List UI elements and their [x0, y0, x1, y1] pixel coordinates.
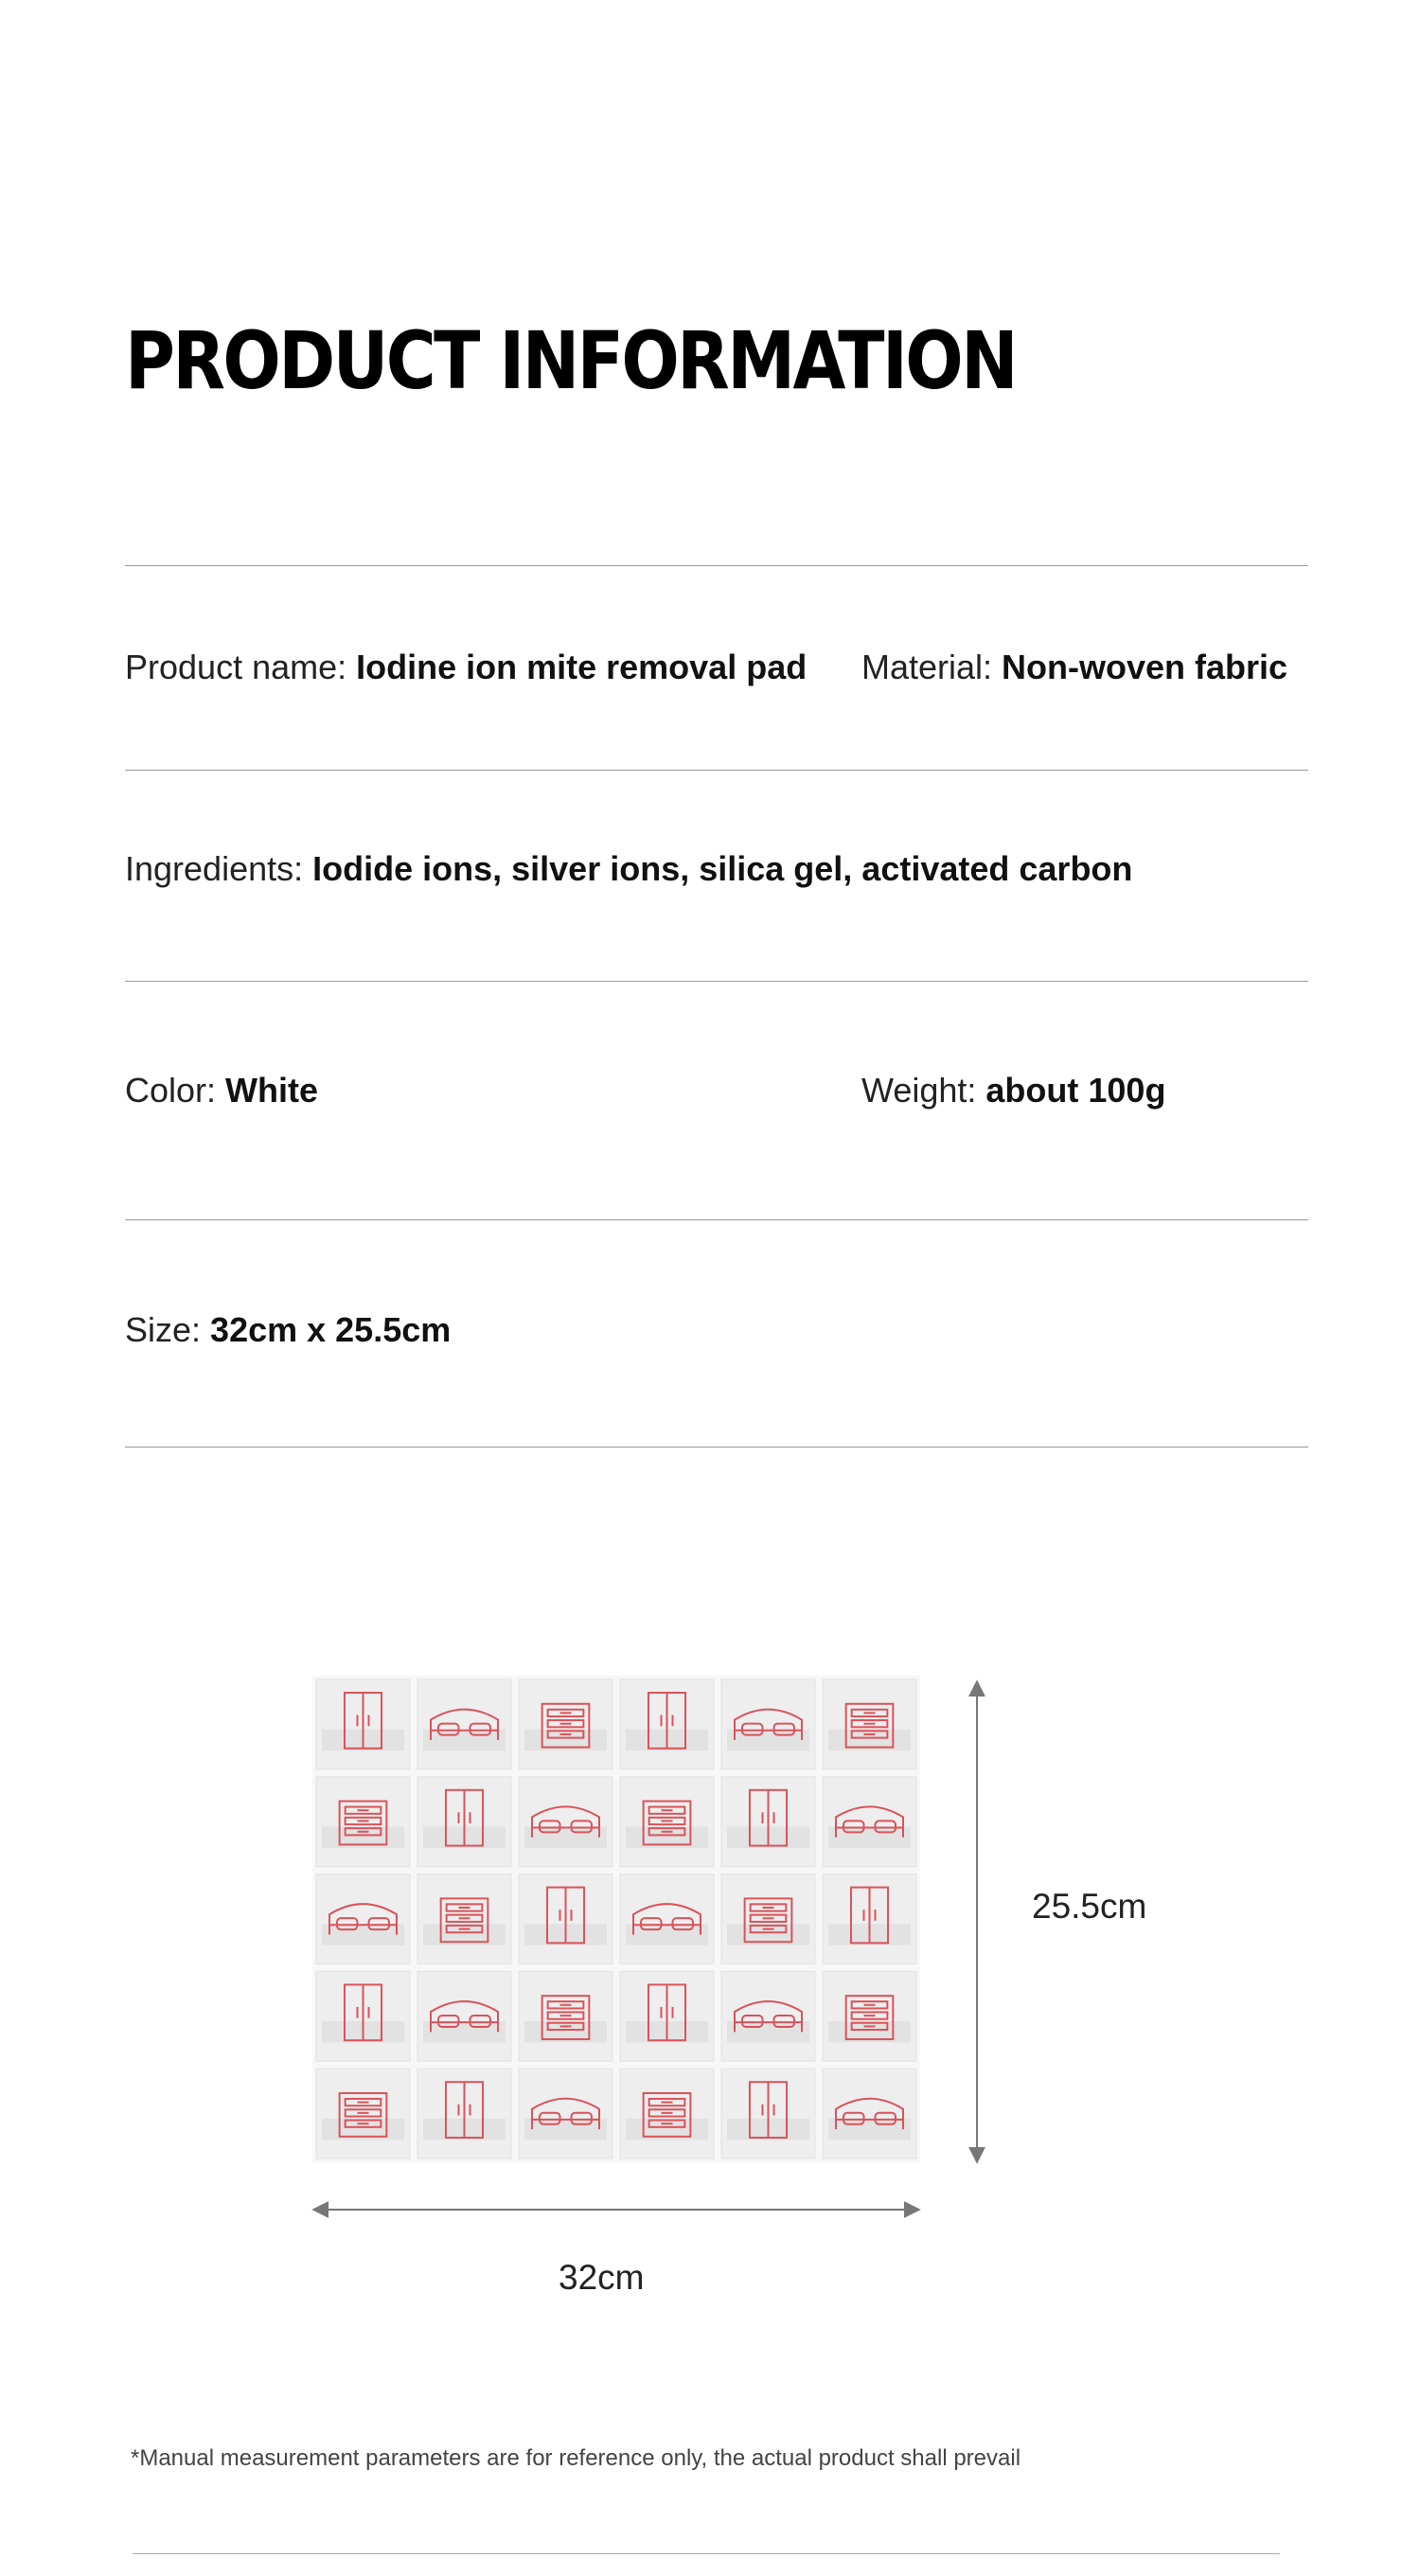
spec-value: about 100g [985, 1071, 1166, 1110]
spec-label: Size: [125, 1310, 211, 1349]
wardrobe-icon [620, 1679, 714, 1769]
bed-icon [417, 1971, 511, 2061]
divider [133, 2553, 1280, 2554]
dresser-icon [620, 2069, 714, 2159]
spec-label: Weight: [861, 1071, 986, 1110]
height-label: 25.5cm [1032, 1887, 1147, 1926]
bed-icon [316, 1874, 410, 1964]
dresser-icon [519, 1971, 612, 2061]
dresser-icon [721, 1874, 815, 1964]
width-label: 32cm [559, 2258, 645, 2297]
wardrobe-icon [519, 1874, 612, 1964]
mite-pad-image [312, 1676, 920, 2162]
bed-icon [519, 2069, 612, 2159]
wardrobe-icon [620, 1971, 714, 2061]
spec-value: White [225, 1071, 319, 1110]
bed-icon [823, 2069, 916, 2159]
wardrobe-icon [316, 1971, 410, 2061]
spec-value: 32cm x 25.5cm [210, 1310, 452, 1349]
wardrobe-icon [721, 2069, 815, 2159]
wardrobe-icon [721, 1777, 815, 1867]
bed-icon [519, 1777, 612, 1867]
dresser-icon [316, 1777, 410, 1867]
spec-value: Non-woven fabric [1002, 648, 1288, 686]
dresser-icon [519, 1679, 612, 1769]
wardrobe-icon [823, 1874, 916, 1964]
wardrobe-icon [417, 1777, 511, 1867]
measurement-note: *Manual measurement parameters are for reference only, the actual product shall prevail [131, 2445, 1021, 2471]
wardrobe-icon [417, 2069, 511, 2159]
bed-icon [823, 1777, 916, 1867]
page-title: PRODUCT INFORMATION [125, 314, 1016, 407]
spec-label: Product name: [125, 648, 357, 686]
spec-label: Material: [861, 648, 1003, 686]
bed-icon [620, 1874, 714, 1964]
bed-icon [721, 1679, 815, 1769]
dresser-icon [823, 1971, 916, 2061]
bed-icon [417, 1679, 511, 1769]
spec-label: Ingredients: [125, 849, 313, 888]
dresser-icon [620, 1777, 714, 1867]
wardrobe-icon [316, 1679, 410, 1769]
dresser-icon [316, 2069, 410, 2159]
dresser-icon [417, 1874, 511, 1964]
spec-value: Iodine ion mite removal pad [356, 648, 808, 686]
spec-label: Color: [125, 1071, 226, 1110]
bed-icon [721, 1971, 815, 2061]
dresser-icon [823, 1679, 916, 1769]
spec-value: Iodide ions, silver ions, silica gel, activated carbon [312, 849, 1133, 888]
